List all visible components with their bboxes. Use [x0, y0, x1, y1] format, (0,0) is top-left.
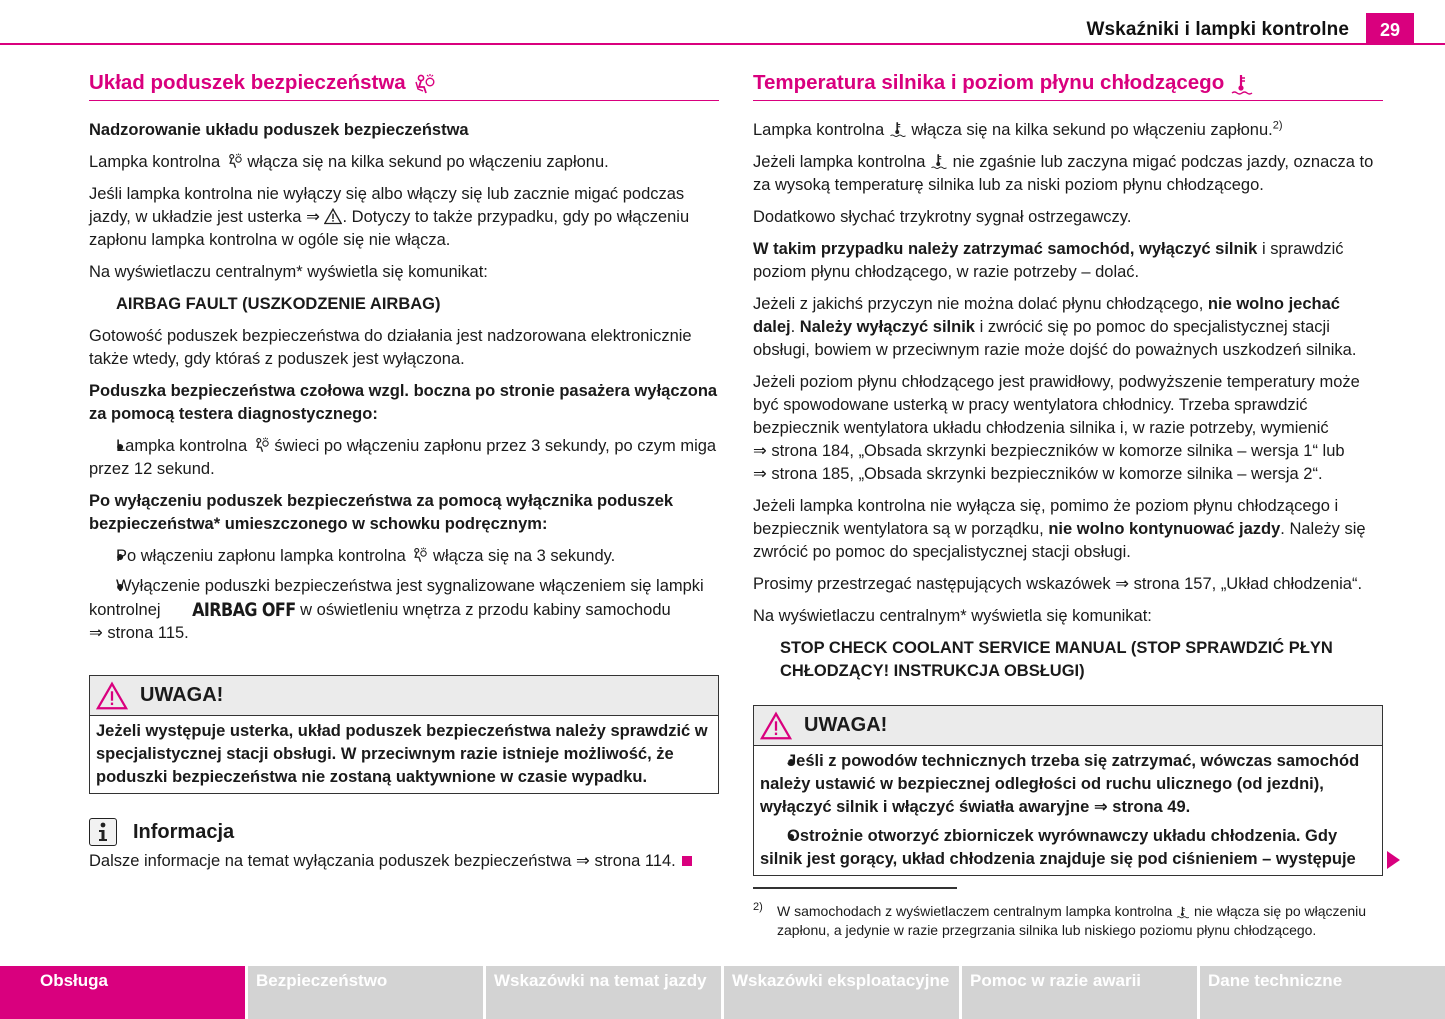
coolant-section-title-text: Temperatura silnika i poziom płynu chłodzącego — [753, 71, 1225, 94]
airbag-section-title — [89, 70, 719, 101]
list-item — [89, 435, 719, 481]
airbag-paragraph-1 — [89, 151, 719, 174]
info-icon — [89, 818, 117, 846]
list-item — [89, 545, 719, 568]
coolant-paragraph-5 — [753, 293, 1383, 362]
text-span: Wyłączenie poduszki bezpieczeństwa jest sygnalizowane włączeniem się lampki kontrolnej — [89, 577, 704, 619]
text-span: nie wolno kontynuować jazdy — [1048, 520, 1281, 538]
end-mark-icon — [682, 856, 692, 866]
footnote-mark: 2) — [753, 901, 763, 913]
nav-tab-wskazowki-jazdy[interactable]: Wskazówki na temat jazdy — [486, 966, 721, 1019]
header-rule — [0, 43, 1445, 45]
coolant-paragraph-1 — [753, 119, 1383, 142]
text-span: Jeśli lampka kontrolna nie wyłączy się albo włączy się lub zacznie migać podczas jazdy, w układzie jest usterka — [89, 185, 685, 226]
airbag-icon — [252, 436, 270, 454]
right-column — [753, 70, 1383, 876]
airbag-section-title-text: Układ poduszek bezpieczeństwa — [89, 71, 406, 94]
text-span: Prosimy przestrzegać następujących wskazówek — [753, 575, 1111, 593]
warning-header — [754, 706, 1382, 746]
arrow-ref: ⇒ — [89, 624, 103, 642]
page-ref-link[interactable]: strona 115. — [107, 624, 189, 642]
text-span: nie zgaśnie lub zaczyna migać podczas jazdy, oznacza to za wysoką temperaturę silnika lub za niski poziom płynu chłodzącego. — [753, 153, 1374, 194]
airbag-fault-message: AIRBAG FAULT (USZKODZENIE AIRBAG) — [116, 295, 441, 313]
text-span: w oświetleniu wnętrza z przodu kabiny samochodu — [300, 601, 671, 619]
text-span: . Dotyczy to także przypadku, gdy po włączeniu zapłonu lampka kontrolna w ogóle się nie włącza. — [89, 208, 690, 249]
text-span: W samochodach z wyświetlaczem centralnym lampka kontrolna — [777, 903, 1173, 919]
warning-triangle-icon — [324, 207, 342, 225]
coolant-section-title — [753, 70, 1383, 101]
text-span: Ostrożnie otworzyć zbiorniczek wyrównawczy układu chłodzenia. Gdy silnik jest gorący, układ chłodzenia znajduje się pod ciśnieniem – występuje — [760, 827, 1356, 868]
nav-tab-obsluga[interactable]: Obsługa — [0, 966, 245, 1019]
coolant-paragraph-8 — [753, 573, 1383, 596]
coolant-temperature-icon — [930, 152, 948, 170]
list-item — [89, 575, 719, 645]
warning-title: UWAGA! — [804, 714, 888, 736]
next-page-arrow-icon[interactable] — [1387, 851, 1400, 869]
footnote — [753, 902, 1385, 940]
coolant-paragraph-4 — [753, 238, 1383, 284]
warning-header — [90, 676, 718, 716]
text-span: W takim przypadku należy zatrzymać samochód, wyłączyć silnik — [753, 240, 1258, 258]
text-span: nie włącza się po włączeniu zapłonu, a jedynie w razie przegrzania silnika lub niskiego poziomu płynu chłodzącego. — [777, 903, 1367, 938]
nav-tab-wskazowki-eksploatacyjne[interactable]: Wskazówki eksploatacyjne — [724, 966, 959, 1019]
left-column — [89, 70, 719, 882]
airbag-paragraph-4: Gotowość poduszek bezpieczeństwa do działania jest nadzorowana elektronicznie także wtedy, gdy któraś z poduszek jest wyłączona. — [89, 327, 692, 368]
list-item — [760, 825, 1376, 871]
coolant-paragraph-7 — [753, 495, 1383, 564]
arrow-ref: ⇒ — [753, 465, 767, 483]
arrow-ref: ⇒ — [306, 208, 320, 226]
airbag-paragraph-2 — [89, 183, 719, 252]
text-span: Lampka kontrolna — [89, 153, 221, 171]
coolant-paragraph-2 — [753, 151, 1383, 197]
coolant-temperature-icon — [1230, 72, 1254, 96]
text-span: świeci po włączeniu zapłonu przez 3 sekundy, po czym miga przez 12 sekund. — [89, 437, 717, 478]
page-ref-link[interactable]: strona 185, „Obsada skrzynki bezpieczników w komorze silnika – wersja 2“. — [771, 465, 1323, 483]
arrow-ref: ⇒ — [753, 442, 767, 460]
info-header — [89, 818, 719, 846]
footnote-text — [753, 902, 1385, 940]
coolant-temperature-icon — [889, 120, 907, 138]
arrow-ref: ⇒ — [1093, 798, 1108, 816]
footnote-ref[interactable]: 2) — [1272, 119, 1283, 132]
airbag-off-label: AIRBAG OFF — [192, 598, 296, 621]
info-block — [89, 818, 719, 873]
text-span: Lampka kontrolna — [753, 121, 885, 139]
text-span: Jeżeli lampka kontrolna nie wyłącza się, pomimo że poziom płynu chłodzącego i bezpiecznik wentylatora są w porządku, — [753, 497, 1339, 538]
text-span: Po włączeniu zapłonu lampka kontrolna — [116, 547, 406, 565]
page-ref-link[interactable]: strona 157, „Układ chłodzenia“. — [1133, 575, 1363, 593]
text-span: włącza się na kilka sekund po włączeniu zapłonu. — [247, 153, 609, 171]
text-span: Jeśli z powodów technicznych trzeba się zatrzymać, wówczas samochód należy ustawić w bezpiecznej odległości od ruchu ulicznego (od jezdni), wyłączyć silnik i włączyć światła awaryjne — [760, 752, 1360, 816]
airbag-warning-icon — [412, 72, 436, 96]
text-span: włącza się na kilka sekund po włączeniu zapłonu. — [911, 121, 1273, 139]
airbag-paragraph-6: Po wyłączeniu poduszek bezpieczeństwa za pomocą wyłącznika poduszek bezpieczeństwa* umieszczonego w schowku podręcznym: — [89, 492, 674, 533]
airbag-paragraph-3: Na wyświetlaczu centralnym* wyświetla się komunikat: — [89, 263, 488, 281]
coolant-paragraph-6 — [753, 371, 1383, 486]
text-span: Lampka kontrolna — [116, 437, 248, 455]
coolant-message: STOP CHECK COOLANT SERVICE MANUAL (STOP SPRAWDZIĆ PŁYN CHŁODZĄCY! INSTRUKCJA OBSŁUGI) — [780, 639, 1333, 680]
airbag-icon — [410, 546, 428, 564]
info-title: Informacja — [133, 820, 235, 843]
footer-navigation — [0, 966, 1445, 1019]
warning-triangle-icon — [96, 681, 128, 711]
page-ref-link[interactable]: strona 114. — [594, 852, 676, 870]
page-ref-link[interactable]: strona 49. — [1112, 798, 1191, 816]
text-span: Jeżeli z jakichś przyczyn nie można dolać płynu chłodzącego, — [753, 295, 1204, 313]
warning-triangle-icon — [760, 711, 792, 741]
arrow-ref: ⇒ — [1115, 575, 1130, 593]
footnote-rule — [753, 887, 957, 889]
text-span: Należy wyłączyć silnik — [799, 318, 975, 336]
warning-box — [753, 705, 1383, 876]
coolant-paragraph-9: Na wyświetlaczu centralnym* wyświetla się komunikat: — [753, 607, 1152, 625]
list-item — [760, 750, 1376, 819]
text-span: Dalsze informacje na temat wyłączania poduszek bezpieczeństwa — [89, 852, 572, 870]
text-span: . Należy się zwrócić po pomoc do specjalistycznej stacji obsługi. — [753, 520, 1366, 561]
text-span: włącza się na 3 sekundy. — [433, 547, 616, 565]
airbag-icon — [225, 152, 243, 170]
nav-tab-pomoc-awarii[interactable]: Pomoc w razie awarii — [962, 966, 1197, 1019]
arrow-ref: ⇒ — [576, 852, 590, 870]
running-title: Wskaźniki i lampki kontrolne — [1086, 19, 1349, 40]
nav-tab-bezpieczenstwo[interactable]: Bezpieczeństwo — [248, 966, 483, 1019]
info-text — [89, 850, 719, 873]
airbag-subheading: Nadzorowanie układu poduszek bezpieczeństwa — [89, 121, 469, 139]
coolant-temperature-icon — [1176, 905, 1190, 919]
nav-tab-dane-techniczne[interactable]: Dane techniczne — [1200, 966, 1445, 1019]
coolant-paragraph-3: Dodatkowo słychać trzykrotny sygnał ostrzegawczy. — [753, 208, 1132, 226]
text-span: . — [790, 318, 796, 336]
warning-text: Jeżeli występuje usterka, układ poduszek bezpieczeństwa należy sprawdzić w specjalistycznej stacji obsługi. W przeciwnym razie istnieje możliwość, że poduszki bezpieczeństwa nie zostaną uaktywnione w czasie wypadku. — [96, 722, 708, 786]
warning-list — [754, 746, 1382, 875]
warning-box — [89, 675, 719, 794]
airbag-paragraph-5: Poduszka bezpieczeństwa czołowa wzgl. boczna po stronie pasażera wyłączona za pomocą testera diagnostycznego: — [89, 382, 718, 423]
page-number: 29 — [1366, 13, 1414, 45]
text-span: i sprawdzić poziom płynu chłodzącego, w razie potrzeby – dolać. — [753, 240, 1344, 281]
warning-title: UWAGA! — [140, 684, 224, 706]
text-span: Jeżeli lampka kontrolna — [753, 153, 926, 171]
text-span: nie wolno jechać dalej — [753, 295, 1340, 336]
text-span: Jeżeli poziom płynu chłodzącego jest prawidłowy, podwyższenie temperatury może być spowodowane usterką w pracy wentylatora chłodnicy. Trzeba sprawdzić bezpiecznik wentylatora układu chłodzenia silnika i, w razie potrzeby, wymienić — [753, 373, 1360, 437]
page-ref-link[interactable]: strona 184, „Obsada skrzynki bezpieczników w komorze silnika – wersja 1“ lub — [771, 442, 1345, 460]
text-span: i zwrócić się po pomoc do specjalistycznej stacji obsługi, bowiem w przeciwnym razie może dojść do poważnych uszkodzeń silnika. — [753, 318, 1357, 359]
